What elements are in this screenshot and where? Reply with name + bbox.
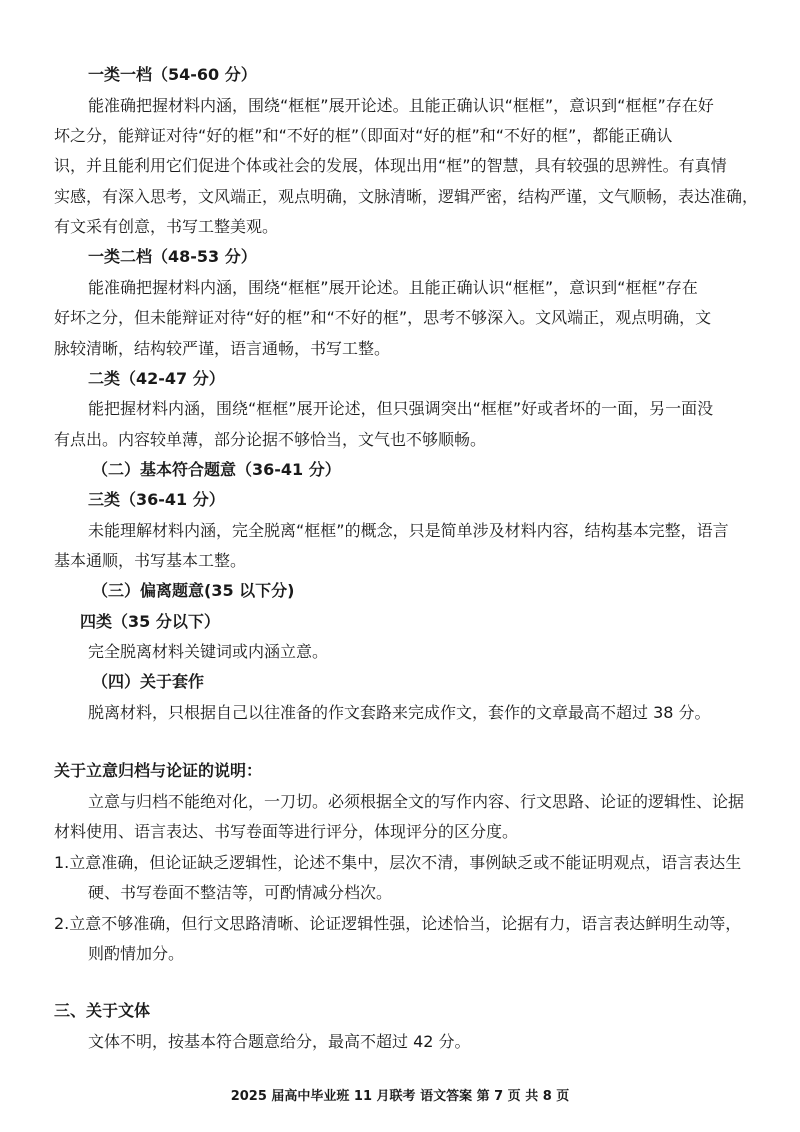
level2-line-3: 脉较清晰，结构较严谨，语言通畅，书写工整。 <box>54 339 391 358</box>
notes-heading: 关于立意归档与论证的说明： <box>54 761 263 780</box>
level2-line-1: 能准确把握材料内涵，围绕“框框”展开论述。且能正确认识“框框”，意识到“框框”存在 <box>88 278 698 297</box>
section3-heading: （三）偏离题意(35 以下分) <box>92 581 295 600</box>
notes-intro-line-1: 立意与归档不能绝对化，一刀切。必须根据全文的写作内容、行文思路、论证的逻辑性、论据 <box>88 792 745 811</box>
level1-line-4: 实感，有深入思考，文风端正，观点明确，文脉清晰，逻辑严密，结构严谨，文气顺畅，表达准确， <box>54 187 759 206</box>
section4-heading: （四）关于套作 <box>92 672 205 691</box>
level1-line-1: 能准确把握材料内涵，围绕“框框”展开论述。且能正确认识“框框”，意识到“框框”存在好 <box>88 96 714 115</box>
level3-line-1: 能把握材料内涵，围绕“框框”展开论述，但只强调突出“框框”好或者坏的一面，另一面没 <box>88 399 714 418</box>
section2-heading: （二）基本符合题意（36-41 分） <box>92 460 341 479</box>
level1-line-5: 有文采有创意，书写工整美观。 <box>54 217 279 236</box>
level1-line-2: 坏之分，能辩证对待“好的框”和“不好的框”（即面对“好的框”和“不好的框”，都能正确认 <box>54 126 673 145</box>
genre-heading: 三、关于文体 <box>54 1001 151 1020</box>
notes-item1-line-1: 1.立意准确，但论证缺乏逻辑性，论述不集中，层次不清，事例缺乏或不能证明观点，语言表达生 <box>54 853 742 872</box>
notes-item1-line-2: 硬、书写卷面不整洁等，可酌情减分档次。 <box>88 883 393 902</box>
section2-subheading: 三类（36-41 分） <box>88 490 225 509</box>
level1-heading: 一类一档（54-60 分） <box>88 65 257 84</box>
genre-line-1: 文体不明，按基本符合题意给分，最高不超过 42 分。 <box>88 1032 471 1051</box>
section4-line-1: 脱离材料，只根据自己以往准备的作文套路来完成作文，套作的文章最高不超过 38 分。 <box>88 703 711 722</box>
level2-line-2: 好坏之分，但未能辩证对待“好的框”和“不好的框”，思考不够深入。文风端正，观点明确，文 <box>54 308 712 327</box>
section2-line-2: 基本通顺，书写基本工整。 <box>54 551 247 570</box>
level1-line-3: 识，并且能利用它们促进个体或社会的发展，体现出用“框”的智慧，具有较强的思辨性。有真情 <box>54 156 727 175</box>
level2-heading: 一类二档（48-53 分） <box>88 247 257 266</box>
level3-line-2: 有点出。内容较单薄，部分论据不够恰当，文气也不够顺畅。 <box>54 430 487 449</box>
section2-line-1: 未能理解材料内涵，完全脱离“框框”的概念，只是简单涉及材料内容，结构基本完整，语言 <box>88 521 729 540</box>
page-footer: 2025 届高中毕业班 11 月联考 语文答案 第 7 页 共 8 页 <box>230 1089 570 1104</box>
notes-item2-line-2: 则酌情加分。 <box>88 944 185 963</box>
section3-line-1: 完全脱离材料关键词或内涵立意。 <box>88 642 329 661</box>
section3-subheading: 四类（35 分以下） <box>80 612 220 631</box>
notes-intro-line-2: 材料使用、语言表达、书写卷面等进行评分，体现评分的区分度。 <box>54 822 519 841</box>
notes-item2-line-1: 2.立意不够准确，但行文思路清晰、论证逻辑性强，论述恰当，论据有力，语言表达鲜明生动等， <box>54 914 742 933</box>
level3-heading: 二类（42-47 分） <box>88 369 225 388</box>
